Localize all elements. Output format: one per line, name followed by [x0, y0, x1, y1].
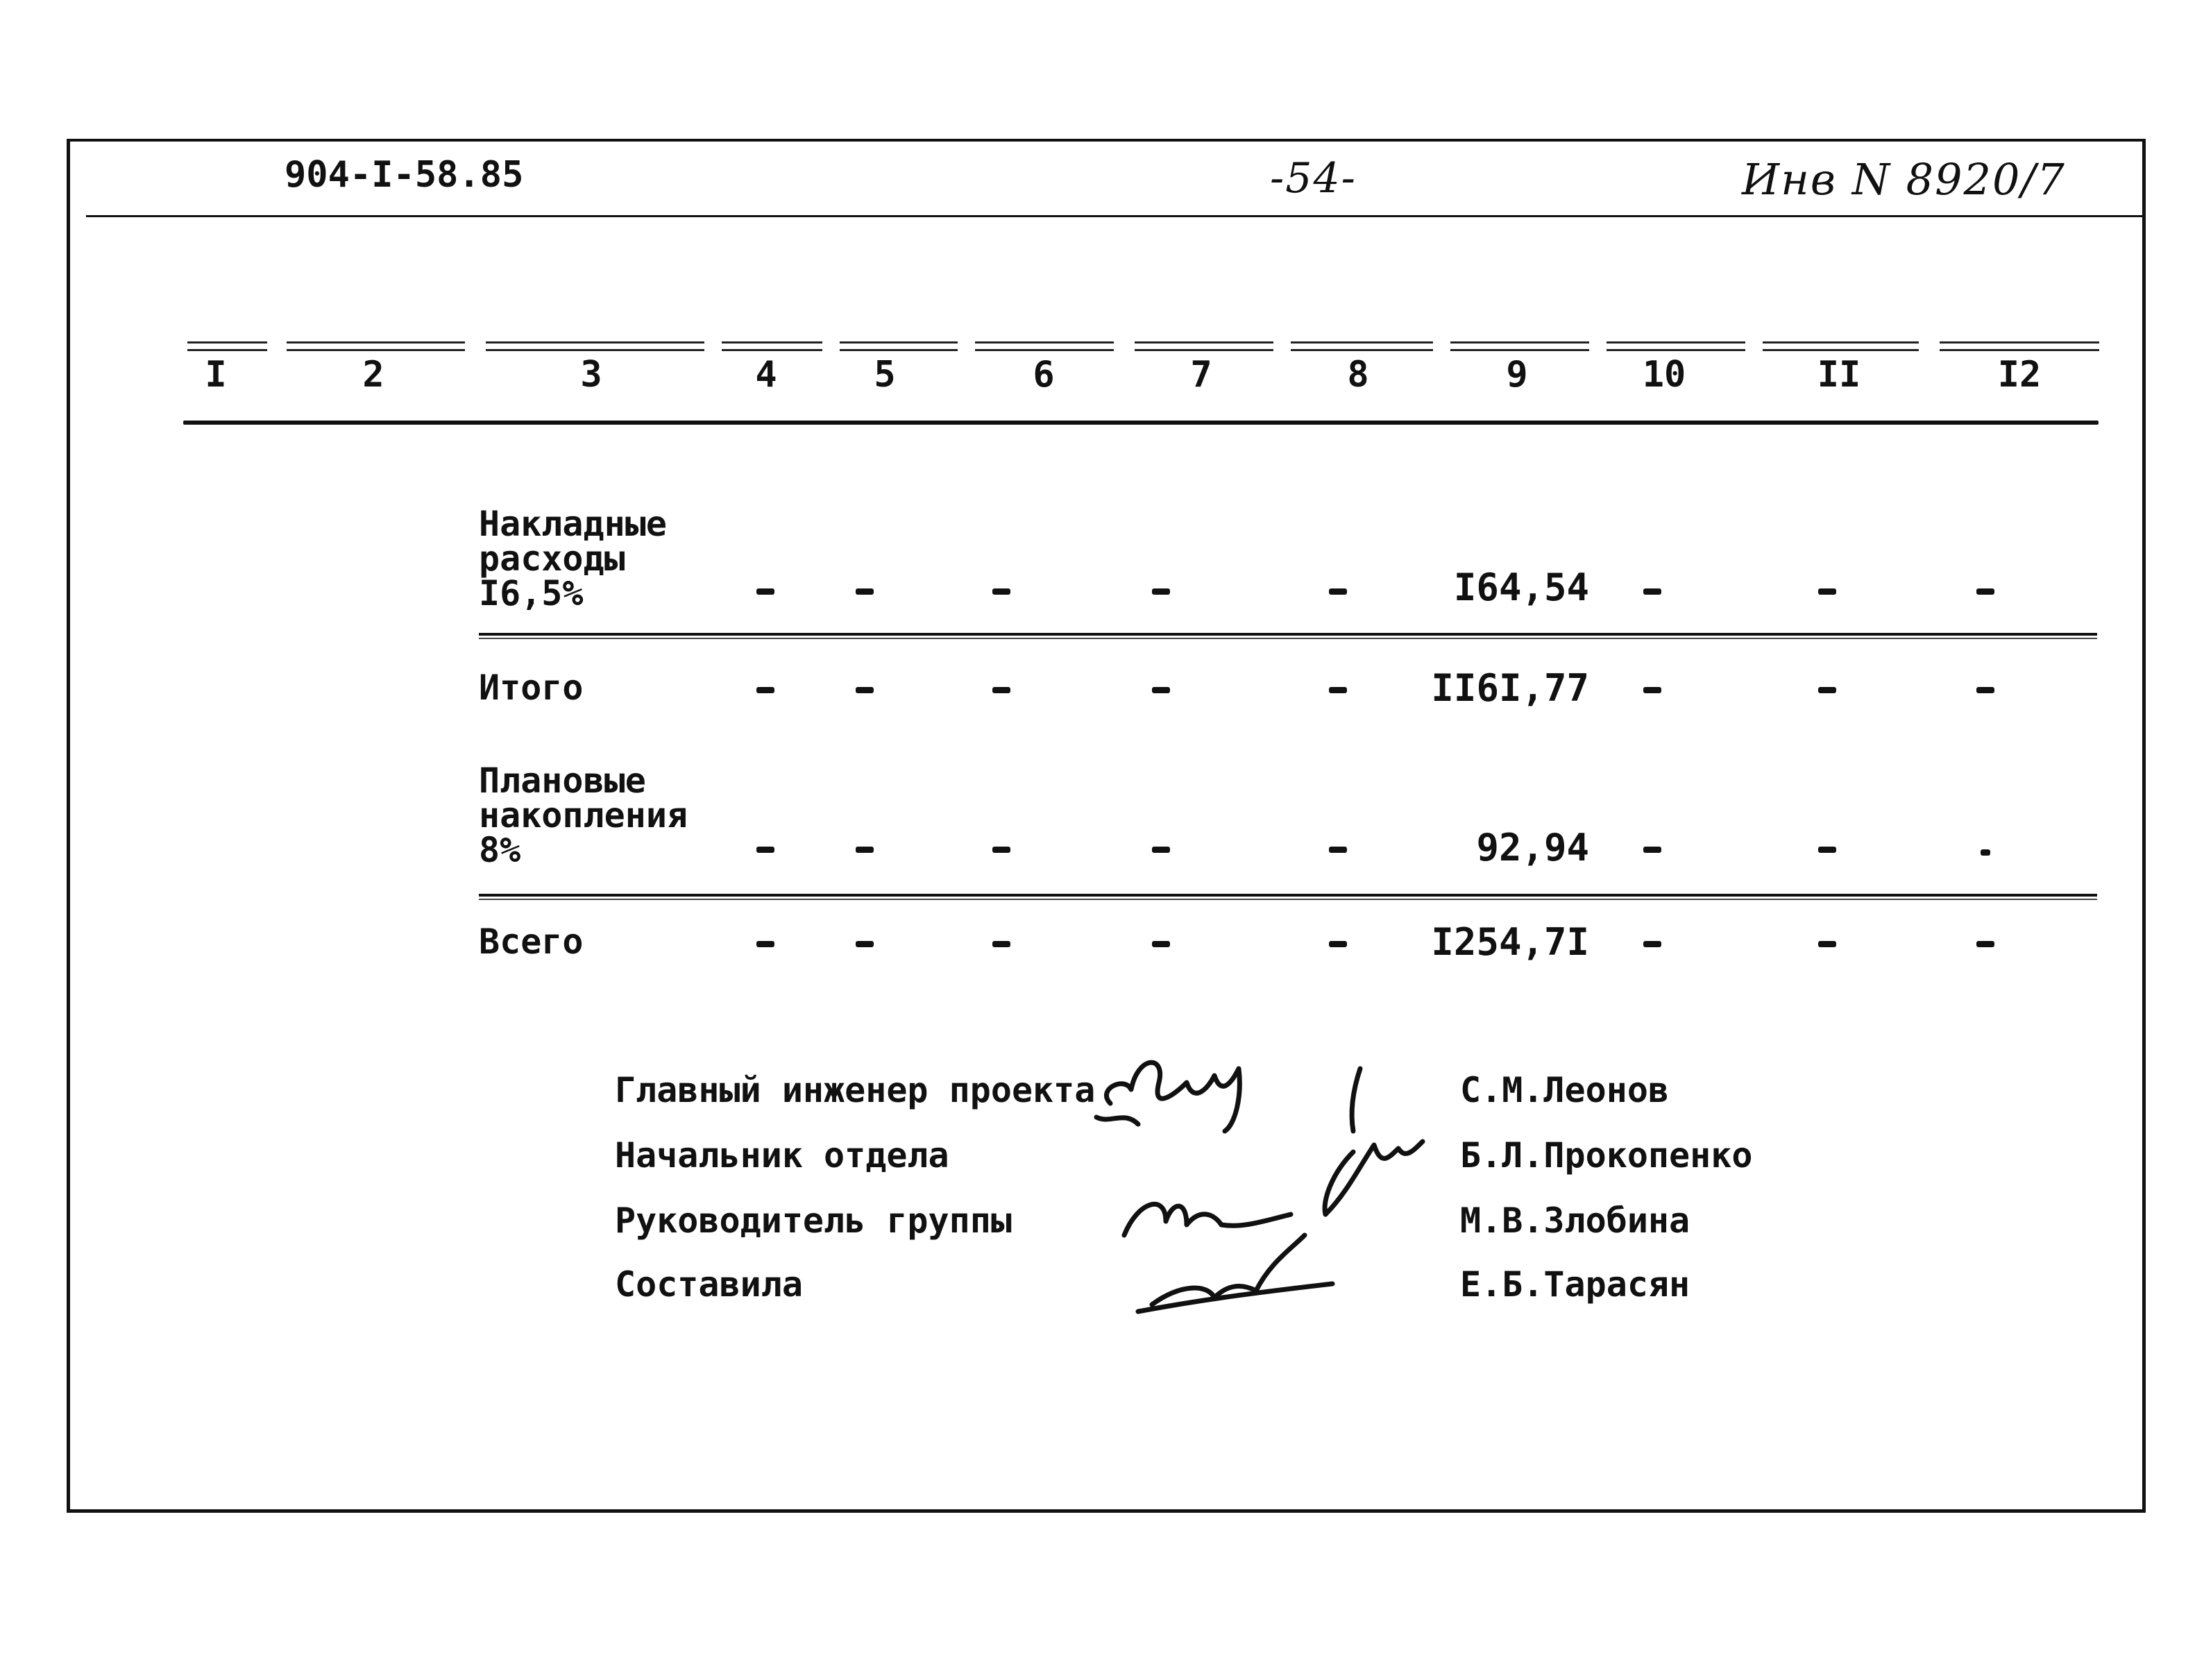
empty-cell-dash [756, 941, 774, 947]
column-number: 5 [874, 354, 896, 396]
empty-cell-dash [992, 847, 1010, 853]
empty-cell-dash [1152, 588, 1170, 595]
column-header-rule [1763, 341, 1919, 351]
empty-cell-dash [756, 588, 774, 595]
column-header-rule [840, 341, 958, 351]
column-header-rule [1291, 341, 1433, 351]
handwritten-signatures [1083, 1027, 1471, 1332]
empty-cell-dash [1643, 941, 1661, 947]
document-code: 904-I-58.85 [285, 154, 524, 196]
empty-cell-dash [756, 687, 774, 693]
column-number: 8 [1347, 354, 1369, 396]
signature-role: Главный инженер проекта [615, 1070, 1096, 1110]
signature-role: Составила [615, 1264, 803, 1305]
row-subtotal-col9-value: II6I,77 [1431, 666, 1589, 710]
empty-cell-dash [1818, 847, 1836, 853]
empty-cell-dash [1976, 941, 1994, 947]
column-header-bottom-rule [183, 421, 2099, 425]
empty-cell-dash [1976, 687, 1994, 693]
column-header-rule [1450, 341, 1589, 351]
column-number: II [1817, 354, 1861, 396]
empty-cell-dash [856, 941, 874, 947]
empty-cell-dash [1643, 687, 1661, 693]
signatory-name: Б.Л.Прокопенко [1460, 1135, 1753, 1176]
empty-cell-dash [992, 588, 1010, 595]
empty-cell-dash [1976, 588, 1994, 595]
empty-cell-dash [1643, 588, 1661, 595]
empty-cell-dash [856, 687, 874, 693]
column-header-rule [486, 341, 704, 351]
column-header-rule [1940, 341, 2099, 351]
row-label-overhead: Накладные расходы I6,5% [479, 504, 667, 613]
header-divider [86, 215, 2146, 217]
row-separator [479, 633, 2097, 639]
empty-cell-dash [856, 847, 874, 853]
column-number: 4 [755, 354, 777, 396]
empty-cell-dash [1329, 847, 1347, 853]
empty-cell-dash [756, 847, 774, 853]
column-number: I2 [1997, 354, 2042, 396]
empty-cell-dash [1329, 941, 1347, 947]
column-number: 6 [1033, 354, 1055, 396]
empty-cell-dash [1152, 941, 1170, 947]
empty-cell-dash [1981, 849, 1990, 856]
empty-cell-dash [1818, 687, 1836, 693]
empty-cell-dash [1152, 687, 1170, 693]
column-number: 2 [362, 354, 384, 396]
column-number: 3 [580, 354, 602, 396]
signatory-name: Е.Б.Тарасян [1460, 1264, 1690, 1305]
signature-role: Руководитель группы [615, 1200, 1012, 1241]
column-header-rule [187, 341, 267, 351]
empty-cell-dash [992, 687, 1010, 693]
column-number: 9 [1506, 354, 1528, 396]
column-header-rule [1135, 341, 1273, 351]
empty-cell-dash [1818, 588, 1836, 595]
empty-cell-dash [856, 588, 874, 595]
row-separator [479, 894, 2097, 900]
empty-cell-dash [992, 941, 1010, 947]
empty-cell-dash [1818, 941, 1836, 947]
column-number: 10 [1642, 354, 1686, 396]
row-planned-savings-col9-value: 92,94 [1476, 826, 1589, 869]
row-label-total: Всего [479, 922, 584, 962]
column-number: I [205, 354, 227, 396]
column-header-rule [722, 341, 822, 351]
empty-cell-dash [1329, 687, 1347, 693]
row-total-col9-value: I254,7I [1431, 920, 1589, 964]
signature-role: Начальник отдела [615, 1135, 949, 1176]
empty-cell-dash [1329, 588, 1347, 595]
row-label-subtotal: Итого [479, 668, 584, 708]
signatory-name: М.В.Злобина [1460, 1200, 1690, 1241]
row-label-planned-savings: Плановые накопления 8% [479, 761, 688, 870]
signatory-name: С.М.Леонов [1460, 1070, 1670, 1110]
inventory-number: Инв N 8920/7 [1742, 154, 2066, 205]
column-header-rule [1607, 341, 1745, 351]
column-header-rule [975, 341, 1114, 351]
column-number: 7 [1190, 354, 1212, 396]
empty-cell-dash [1152, 847, 1170, 853]
empty-cell-dash [1643, 847, 1661, 853]
page-number: -54- [1270, 154, 1357, 203]
column-header-rule [287, 341, 465, 351]
row-overhead-col9-value: I64,54 [1453, 566, 1589, 609]
